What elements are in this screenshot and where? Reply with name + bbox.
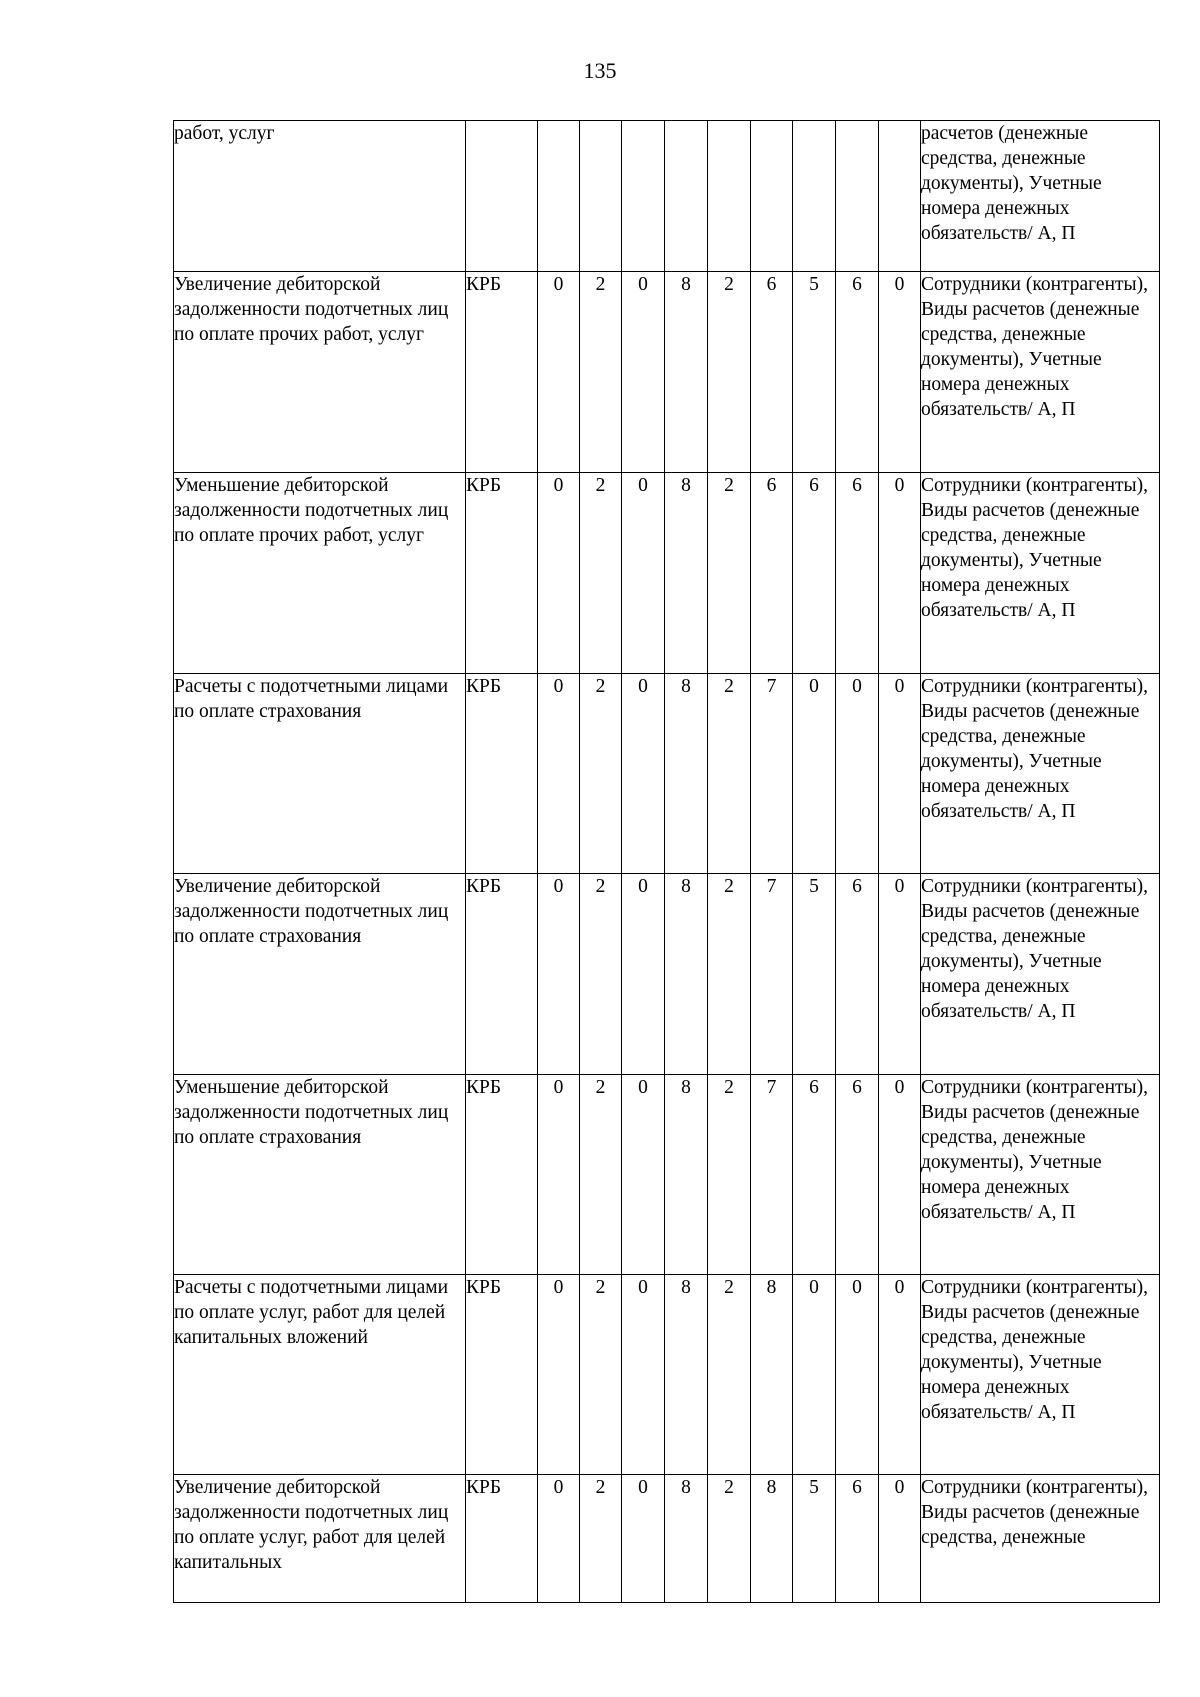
code-digit: 0	[538, 1275, 580, 1475]
analytics-cell: Сотрудники (контрагенты), Виды расчетов (денежные средства, денежные документы), Учетные номера денежных обязательств/ А, П	[921, 1075, 1160, 1275]
code-digit: 7	[751, 1075, 793, 1275]
code-digit: 0	[622, 674, 665, 874]
code-digit: 0	[622, 473, 665, 674]
code-digit: 0	[879, 473, 921, 674]
code-letters: КРБ	[466, 674, 538, 874]
code-digit: 8	[665, 473, 708, 674]
code-digit: 2	[580, 272, 622, 473]
code-digit	[538, 121, 580, 272]
code-digit: 0	[836, 674, 879, 874]
analytics-cell: Сотрудники (контрагенты), Виды расчетов (денежные средства, денежные документы), Учетные номера денежных обязательств/ А, П	[921, 674, 1160, 874]
code-digit: 2	[708, 473, 751, 674]
code-digit: 6	[751, 473, 793, 674]
code-digit: 2	[708, 1275, 751, 1475]
code-letters	[466, 121, 538, 272]
page-number: 135	[583, 58, 617, 83]
code-digit: 0	[793, 674, 836, 874]
table-row	[174, 121, 1160, 272]
code-digit: 0	[879, 674, 921, 874]
code-digit	[793, 121, 836, 272]
table-row	[174, 1475, 1160, 1603]
account-name: работ, услуг	[174, 121, 466, 272]
code-digit: 2	[708, 1475, 751, 1603]
code-digit: 6	[793, 473, 836, 674]
code-digit: 2	[580, 473, 622, 674]
code-digit: 0	[622, 272, 665, 473]
code-digit: 8	[665, 272, 708, 473]
code-digit: 2	[580, 674, 622, 874]
code-digit: 8	[665, 674, 708, 874]
code-digit: 2	[708, 874, 751, 1075]
code-digit: 6	[751, 272, 793, 473]
code-digit: 0	[793, 1275, 836, 1475]
code-digit: 6	[836, 473, 879, 674]
code-digit: 2	[708, 272, 751, 473]
code-digit: 0	[538, 674, 580, 874]
code-letters: КРБ	[466, 1075, 538, 1275]
code-digit: 8	[665, 1275, 708, 1475]
code-digit: 0	[879, 874, 921, 1075]
analytics-cell: Сотрудники (контрагенты), Виды расчетов (денежные средства, денежные документы), Учетные номера денежных обязательств/ А, П	[921, 473, 1160, 674]
code-digit	[751, 121, 793, 272]
code-digit: 5	[793, 874, 836, 1075]
account-name: Уменьшение дебиторской задолженности подотчетных лиц по оплате страхования	[174, 1075, 466, 1275]
account-name: Уменьшение дебиторской задолженности подотчетных лиц по оплате прочих работ, услуг	[174, 473, 466, 674]
account-name: Расчеты с подотчетными лицами по оплате услуг, работ для целей капитальных вложений	[174, 1275, 466, 1475]
code-digit: 0	[879, 1075, 921, 1275]
code-digit: 8	[665, 1075, 708, 1275]
code-digit: 0	[538, 272, 580, 473]
code-digit: 6	[836, 874, 879, 1075]
code-digit: 2	[580, 1075, 622, 1275]
table-row	[174, 674, 1160, 874]
code-digit: 2	[580, 1475, 622, 1603]
analytics-cell: Сотрудники (контрагенты), Виды расчетов (денежные средства, денежные документы), Учетные номера денежных обязательств/ А, П	[921, 272, 1160, 473]
code-digit: 0	[538, 1075, 580, 1275]
code-digit: 8	[665, 874, 708, 1075]
code-letters: КРБ	[466, 874, 538, 1075]
code-digit: 0	[538, 874, 580, 1075]
code-digit: 0	[879, 1275, 921, 1475]
analytics-cell: Сотрудники (контрагенты), Виды расчетов (денежные средства, денежные документы), Учетные номера денежных обязательств/ А, П	[921, 1275, 1160, 1475]
table-row	[174, 473, 1160, 674]
code-digit: 5	[793, 272, 836, 473]
code-letters: КРБ	[466, 473, 538, 674]
code-digit: 6	[793, 1075, 836, 1275]
account-name: Увеличение дебиторской задолженности подотчетных лиц по оплате услуг, работ для целей капитальных	[174, 1475, 466, 1603]
code-digit: 2	[580, 874, 622, 1075]
code-letters: КРБ	[466, 1475, 538, 1603]
code-digit: 0	[622, 1075, 665, 1275]
account-name: Увеличение дебиторской задолженности подотчетных лиц по оплате прочих работ, услуг	[174, 272, 466, 473]
code-digit: 6	[836, 272, 879, 473]
code-digit: 8	[751, 1475, 793, 1603]
code-digit	[836, 121, 879, 272]
account-name: Увеличение дебиторской задолженности подотчетных лиц по оплате страхования	[174, 874, 466, 1075]
code-digit: 7	[751, 674, 793, 874]
analytics-cell: Сотрудники (контрагенты), Виды расчетов (денежные средства, денежные	[921, 1475, 1160, 1603]
code-digit: 2	[708, 1075, 751, 1275]
analytics-cell: расчетов (денежные средства, денежные документы), Учетные номера денежных обязательств/ А, П	[921, 121, 1160, 272]
accounts-table	[173, 120, 1160, 1603]
analytics-cell: Сотрудники (контрагенты), Виды расчетов (денежные средства, денежные документы), Учетные номера денежных обязательств/ А, П	[921, 874, 1160, 1075]
code-digit: 2	[580, 1275, 622, 1475]
code-digit: 0	[836, 1275, 879, 1475]
code-digit: 2	[708, 674, 751, 874]
table-body	[174, 121, 1160, 1603]
code-digit: 6	[836, 1075, 879, 1275]
code-digit: 0	[622, 1475, 665, 1603]
code-digit: 0	[622, 1275, 665, 1475]
table-row	[174, 1275, 1160, 1475]
code-digit: 5	[793, 1475, 836, 1603]
code-digit	[665, 121, 708, 272]
code-digit: 0	[879, 272, 921, 473]
code-digit	[580, 121, 622, 272]
code-digit: 6	[836, 1475, 879, 1603]
code-digit: 0	[538, 473, 580, 674]
code-digit: 7	[751, 874, 793, 1075]
code-letters: КРБ	[466, 1275, 538, 1475]
code-digit: 0	[622, 874, 665, 1075]
table-row	[174, 874, 1160, 1075]
code-digit: 0	[879, 1475, 921, 1603]
account-name: Расчеты с подотчетными лицами по оплате страхования	[174, 674, 466, 874]
code-digit: 0	[538, 1475, 580, 1603]
table-row	[174, 1075, 1160, 1275]
code-letters: КРБ	[466, 272, 538, 473]
code-digit: 8	[751, 1275, 793, 1475]
code-digit	[879, 121, 921, 272]
table-row	[174, 272, 1160, 473]
code-digit: 8	[665, 1475, 708, 1603]
code-digit	[622, 121, 665, 272]
code-digit	[708, 121, 751, 272]
